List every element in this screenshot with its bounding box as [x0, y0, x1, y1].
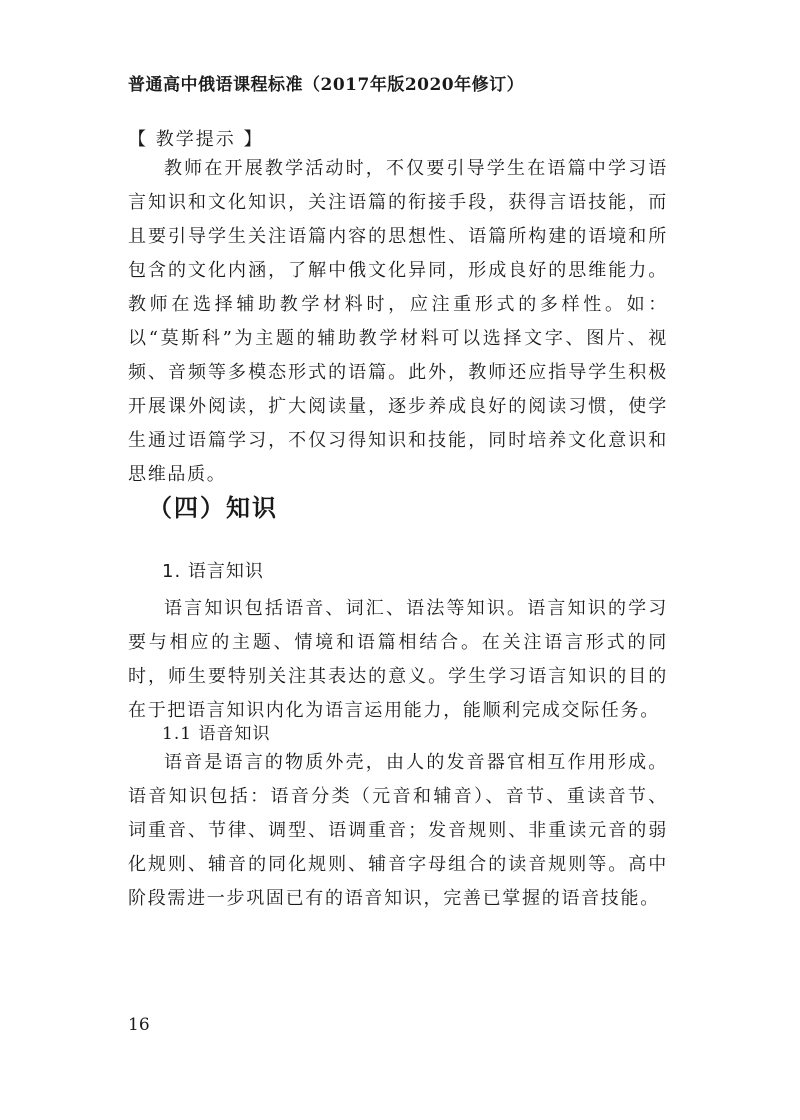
teaching-tips-heading: 【 教学提示 】 — [128, 129, 264, 150]
language-knowledge-paragraph: 语言知识包括语音、词汇、语法等知识。语言知识的学习要与相应的主题、情境和语篇相结合。在关注语言形式的同时，师生要特别关注其表达的意义。学生学习语言知识的目的在于把语言知识内化为语言运用能力，能顺利完成交际任务。 — [128, 598, 668, 721]
running-header: 普通高中俄语课程标准（2017年版2020年修订） — [128, 75, 525, 95]
teaching-tips-paragraph: 教师在开展教学活动时，不仅要引导学生在语篇中学习语言知识和文化知识，关注语篇的衔接手段，获得言语技能，而且要引导学生关注语篇内容的思想性、语篇所构建的语境和所包含的文化内涵，了解中俄文化异同，形成良好的思维能力。教师在选择辅助教学材料时，应注重形式的多样性。如：以“莫斯科”为主题的辅助教学材料可以选择文字、图片、视频、音频等多模态形式的语篇。此外，教师还应指导学生积极开展课外阅读，扩大阅读量，逐步养成良好的阅读习惯，使学生通过语篇学习，不仅习得知识和技能，同时培养文化意识和思维品质。 — [128, 158, 668, 485]
phonetics-body — [128, 746, 668, 916]
section-title: （四）知识 — [148, 494, 278, 522]
teaching-tips-body — [128, 152, 668, 492]
language-knowledge-heading: 1. 语言知识 — [162, 561, 264, 582]
phonetics-heading: 1.1 语音知识 — [162, 724, 271, 744]
language-knowledge-body — [128, 592, 668, 728]
page-number: 16 — [128, 1015, 150, 1035]
phonetics-paragraph: 语音是语言的物质外壳，由人的发音器官相互作用形成。语音知识包括：语音分类（元音和辅音）、音节、重读音节、词重音、节律、调型、语调重音；发音规则、非重读元音的弱化规则、辅音的同化规则、辅音字母组合的读音规则等。高中阶段需进一步巩固已有的语音知识，完善已掌握的语音技能。 — [128, 752, 668, 909]
